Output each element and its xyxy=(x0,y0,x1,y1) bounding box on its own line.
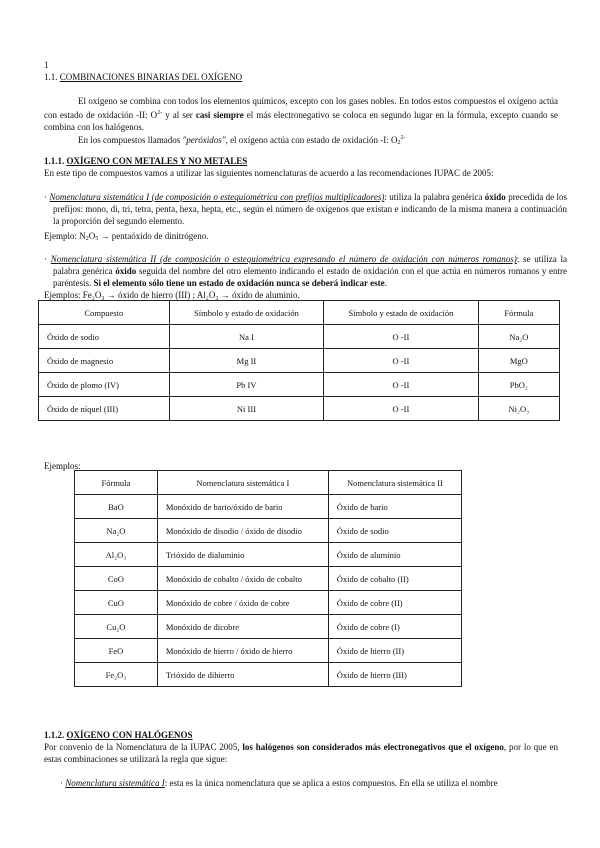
bullet-dot: · xyxy=(60,778,66,788)
table-cell: Monóxido de cobre / óxido de cobre xyxy=(157,591,328,615)
intro-text: En los compuestos llamados xyxy=(78,135,183,145)
bullet-title: Nomenclatura sistemática I xyxy=(65,778,165,788)
table-cell: O -II xyxy=(324,349,478,373)
subsection-title: OXÍGENO CON METALES Y NO METALES xyxy=(66,156,248,166)
table-cell: Óxido de magnesio xyxy=(39,349,170,373)
table-cell: Mg II xyxy=(169,349,323,373)
table-cell: CoO xyxy=(75,567,158,591)
table-row xyxy=(75,543,462,567)
table-cell: PbO₂ xyxy=(478,373,559,397)
table-cell: Óxido de sodio xyxy=(39,325,170,349)
bullet-text: : utiliza la palabra genérica xyxy=(384,192,485,202)
example-subscript: 5 xyxy=(95,236,99,242)
example-subscript: 2 xyxy=(85,236,89,242)
bullet-bold: óxido xyxy=(115,266,137,276)
table-cell: Trióxido de dialuminio xyxy=(157,543,328,567)
paragraph-text: , por lo que en estas combinaciones se utilizará la regla que sigue: xyxy=(44,742,558,764)
table-row xyxy=(75,663,462,687)
bullet-title: Nomenclatura sistemática II (de composición o estequiométrica expresando el número de oxidación con números romanos) xyxy=(50,254,517,264)
table-cell: Óxido de cobre (I) xyxy=(328,615,461,639)
subsection-heading-112 xyxy=(44,729,193,741)
peroxidos-term: "peróxidos" xyxy=(182,135,226,145)
subsection-number: 1.1.1. xyxy=(44,156,65,166)
section-title: COMBINACIONES BINARIAS DEL OXÍGENO xyxy=(59,72,243,82)
table-cell: FeO xyxy=(75,639,158,663)
table-cell: Óxido de hierro (II) xyxy=(328,639,461,663)
bullet-bold: Si el elemento sólo tiene un estado de oxidación nunca se deberá indicar este xyxy=(93,278,385,288)
intro-text: y al ser xyxy=(162,110,196,120)
subsection-title: OXÍGENO CON HALÓGENOS xyxy=(66,730,193,740)
intro-paragraph-2 xyxy=(78,132,558,149)
table-row xyxy=(39,349,560,373)
table-cell: Ni₂O₃ xyxy=(478,397,559,421)
table-cell: MgO xyxy=(478,349,559,373)
bullet-nomenclatura-2 xyxy=(44,253,567,289)
table-cell: Na₂O xyxy=(75,519,158,543)
bullet-text: precedida de los prefijos: mono, di, tri, tetra, penta, hexa, hepta, etc., según el número de oxígenos que existan e indicando de la misma manera a continuación la proporción del segundo elemento. xyxy=(53,192,567,226)
intro-text: el más electronegativo se coloca en segundo lugar en la fórmula, excepto cuando se combina con los halógenos. xyxy=(44,110,558,132)
table-cell: Pb IV xyxy=(169,373,323,397)
table-cell: Fe₂O₃ xyxy=(75,663,158,687)
table-cell: Monóxido de disodio / óxido de disodio xyxy=(157,519,328,543)
bullet-text: seguida del nombre del otro elemento indicando el estado de oxidación con el que actúa en números romanos y entre paréntesis. xyxy=(53,266,567,288)
subsection-number: 1.1.2. xyxy=(44,730,65,740)
table-cell: Óxido de níquel (III) xyxy=(39,397,170,421)
table-row xyxy=(75,567,462,591)
subsection-heading-111 xyxy=(44,155,247,167)
table-header: Símbolo y estado de oxidación xyxy=(169,301,323,325)
example-1 xyxy=(44,230,208,245)
table-header: Fórmula xyxy=(478,301,559,325)
table-header-row xyxy=(75,471,462,495)
table-row xyxy=(75,639,462,663)
example-text: O xyxy=(88,231,96,241)
halogen-paragraph xyxy=(44,741,558,765)
table-cell: O -II xyxy=(324,397,478,421)
table-row xyxy=(75,615,462,639)
table-header: Fórmula xyxy=(75,471,158,495)
table-cell: Óxido de cobre (II) xyxy=(328,591,461,615)
table-cell: Monóxido de dicobre xyxy=(157,615,328,639)
table-cell: Óxido de cobalto (II) xyxy=(328,567,461,591)
intro-superscript: 2- xyxy=(157,110,163,116)
table-header: Nomenclatura sistemática I xyxy=(157,471,328,495)
table-row xyxy=(39,325,560,349)
bullet-text: . xyxy=(384,278,387,288)
paragraph-text: Por convenio de la Nomenclatura de la IUPAC 2005, xyxy=(44,742,243,752)
table-cell: Ni III xyxy=(169,397,323,421)
table-cell: Óxido de aluminio xyxy=(328,543,461,567)
bullet-text: : esta es la única nomenclatura que se aplica a estos compuestos. En ella se utiliza el nombre xyxy=(164,778,498,788)
table-cell: Óxido de bario xyxy=(328,495,461,519)
bullet-title: Nomenclatura sistemática I (de composición o estequiométrica con prefijos multiplicadores) xyxy=(49,192,385,202)
page-number: 1 xyxy=(44,60,49,70)
ejemplos-label: Ejemplos: xyxy=(44,461,81,471)
table-cell: O -II xyxy=(324,373,478,397)
bullet-bold: óxido xyxy=(484,192,506,202)
intro-text: , el oxígeno actúa con estado de oxidación -I: O xyxy=(225,135,398,145)
table-header: Nomenclatura sistemática II xyxy=(328,471,461,495)
table-row xyxy=(39,373,560,397)
table-cell: Al₂O₃ xyxy=(75,543,158,567)
table-cell: Na I xyxy=(169,325,323,349)
intro-subscript: 2 xyxy=(397,140,401,146)
table-oxides-nomenclature xyxy=(74,470,462,687)
table-cell: Óxido de sodio xyxy=(328,519,461,543)
section-heading xyxy=(44,71,242,83)
example-2: Ejemplos: Fe₂O₃ → óxido de hierro (III) ; Al₂O₃ → óxido de aluminio. xyxy=(44,290,300,300)
table-row xyxy=(75,519,462,543)
bullet-text: : se utiliza la palabra genérica xyxy=(53,254,568,276)
table-oxides-composition xyxy=(38,300,560,421)
table-cell: Óxido de hierro (III) xyxy=(328,663,461,687)
example-text: → pentaóxido de dinitrógeno. xyxy=(98,231,209,241)
bullet-nomenclatura-1 xyxy=(44,191,567,227)
table-row xyxy=(39,397,560,421)
table-row xyxy=(75,495,462,519)
subsection-intro: En este tipo de compuestos vamos a utilizar las siguientes nomenclaturas de acuerdo a las recomendaciones IUPAC de 2005: xyxy=(44,168,494,178)
table-cell: Monóxido de cobalto / óxido de cobalto xyxy=(157,567,328,591)
table-cell: Óxido de plomo (IV) xyxy=(39,373,170,397)
section-number: 1.1. xyxy=(44,72,58,82)
table-cell: Cu₂O xyxy=(75,615,158,639)
example-text: Ejemplo: N xyxy=(44,231,86,241)
intro-paragraph-1 xyxy=(44,95,558,133)
table-cell: Trióxido de dihierro xyxy=(157,663,328,687)
paragraph-bold: los halógenos son considerados más electronegativos que el oxígeno xyxy=(242,742,504,752)
table-header: Compuesto xyxy=(39,301,170,325)
table-cell: Monóxido de hierro / óxido de hierro xyxy=(157,639,328,663)
table-cell: CuO xyxy=(75,591,158,615)
table-cell: BaO xyxy=(75,495,158,519)
bullet-dot: · xyxy=(44,192,50,202)
intro-superscript: 2- xyxy=(400,135,406,141)
table-header: Símbolo y estado de oxidación xyxy=(324,301,478,325)
intro-text: El oxígeno se combina con todos los elementos químicos, excepto con los gases nobles. En todos estos compuestos el oxígeno actúa con estado de oxidación -II: O xyxy=(44,96,558,120)
table-cell: Monóxido de bario/óxido de bario xyxy=(157,495,328,519)
table-header-row xyxy=(39,301,560,325)
table-cell: O -II xyxy=(324,325,478,349)
intro-bold: casi siempre xyxy=(195,110,244,120)
table-cell: Na₂O xyxy=(478,325,559,349)
bullet-dot: · xyxy=(44,254,51,264)
table-row xyxy=(75,591,462,615)
bullet-nomenclatura-halogen xyxy=(60,777,558,789)
